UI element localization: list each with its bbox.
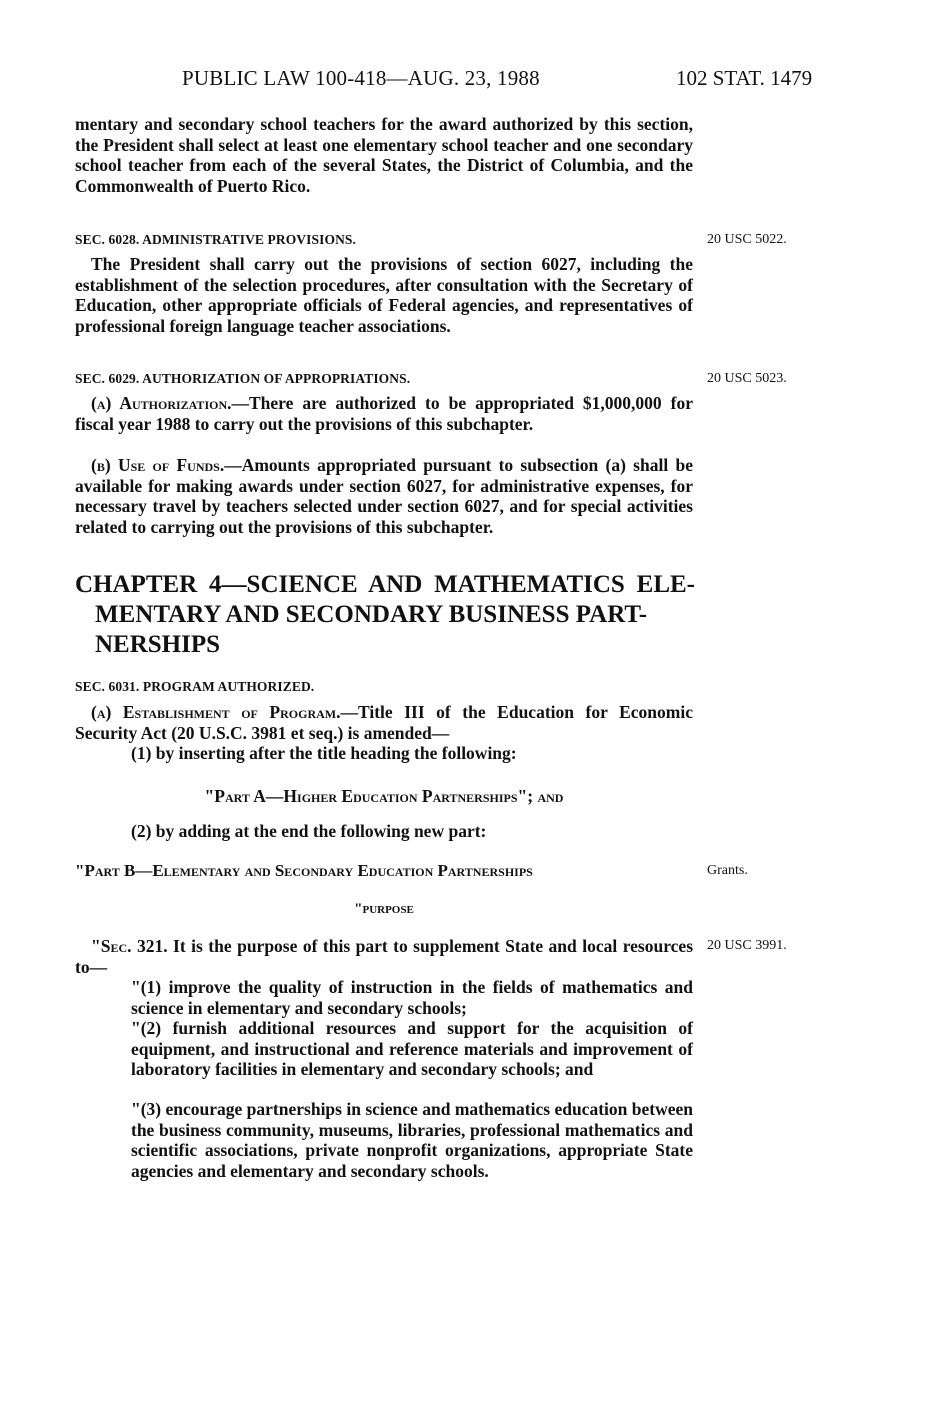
purpose-heading: "purpose	[354, 901, 414, 917]
purpose-item-1: "(1) improve the quality of instruction in the fields of mathematics and science in elementary and secondary schools;	[131, 977, 693, 1018]
sec-6028-margin-note: 20 USC 5022.	[707, 232, 787, 247]
sec-6028-heading: SEC. 6028. ADMINISTRATIVE PROVISIONS.	[75, 232, 357, 247]
part-b-title: "Part B—Elementary and Secondary Education Partnerships	[75, 861, 533, 880]
chapter-heading-line-3: NERSHIPS	[95, 631, 221, 658]
subsection-a-label-6031: (a) Establishment of Program.	[91, 702, 341, 722]
sec-321-paragraph	[75, 936, 693, 977]
purpose-item-2: "(2) furnish additional resources and support for the acquisition of equipment, and instructional and reference materials and improvement of laboratory facilities in elementary and secondary schools; and	[131, 1018, 693, 1079]
running-header-stat: 102 STAT. 1479	[676, 66, 813, 90]
sec-6031-heading: SEC. 6031. PROGRAM AUTHORIZED.	[75, 679, 315, 694]
sec-321-text: 321. It is the purpose of this part to supplement State and local resources to—	[75, 936, 693, 977]
subsection-b-label: (b) Use of Funds.	[91, 455, 225, 475]
purpose-item-3: "(3) encourage partnerships in science and mathematics education between the business community, museums, libraries, professional mathematics and scientific associations, private nonprofit organizations, appropriate State agencies and elementary and secondary schools.	[131, 1099, 693, 1181]
sec-6029-subsection-b	[75, 455, 693, 537]
chapter-heading-line-1: CHAPTER 4—SCIENCE AND MATHEMATICS ELE-	[75, 571, 695, 598]
amendment-item-1: (1) by inserting after the title heading the following:	[131, 743, 517, 763]
running-header-law: PUBLIC LAW 100-418—AUG. 23, 1988	[182, 66, 540, 90]
sec-321-margin-note: 20 USC 3991.	[707, 938, 787, 953]
sec-6029-heading: SEC. 6029. AUTHORIZATION OF APPROPRIATIONS.	[75, 371, 411, 386]
subsection-a-text: —There are authorized to be appropriated $1,000,000 for fiscal year 1988 to carry out the provisions of this subchapter.	[75, 393, 694, 434]
sec-6028-paragraph: The President shall carry out the provisions of section 6027, including the establishment of the selection procedures, after consultation with the Secretary of Education, other appropriate officials of Federal agencies, and representatives of professional foreign language teacher associations.	[75, 254, 693, 336]
chapter-4-heading	[75, 570, 695, 660]
sec-6031-subsection-a	[75, 702, 693, 743]
subsection-a-text-6031: —Title III of the Education for Economic Security Act (20 U.S.C. 3981 et seq.) is amended—	[75, 702, 693, 743]
amendment-item-2: (2) by adding at the end the following new part:	[131, 821, 487, 841]
part-a-title: "Part A—Higher Education Partnerships"; and	[204, 786, 564, 806]
subsection-b-text: —Amounts appropriated pursuant to subsection (a) shall be available for making awards under section 6027, for administrative expenses, for necessary travel by teachers selected under section 6027, and for special activities related to carrying out the provisions of this subchapter.	[75, 455, 693, 537]
chapter-heading-line-2: MENTARY AND SECONDARY BUSINESS PART-	[95, 601, 648, 628]
sec-321-label: "Sec.	[91, 936, 132, 956]
subsection-a-label: (a) Authorization.	[91, 393, 232, 413]
sec-6029-subsection-a	[75, 393, 693, 434]
sec-6029-margin-note: 20 USC 5023.	[707, 371, 787, 386]
part-b-margin-note: Grants.	[707, 863, 748, 878]
continuation-paragraph: mentary and secondary school teachers for the award authorized by this section, the President shall select at least one elementary school teacher and one secondary school teacher from each of the several States, the District of Columbia, and the Commonwealth of Puerto Rico.	[75, 114, 693, 196]
